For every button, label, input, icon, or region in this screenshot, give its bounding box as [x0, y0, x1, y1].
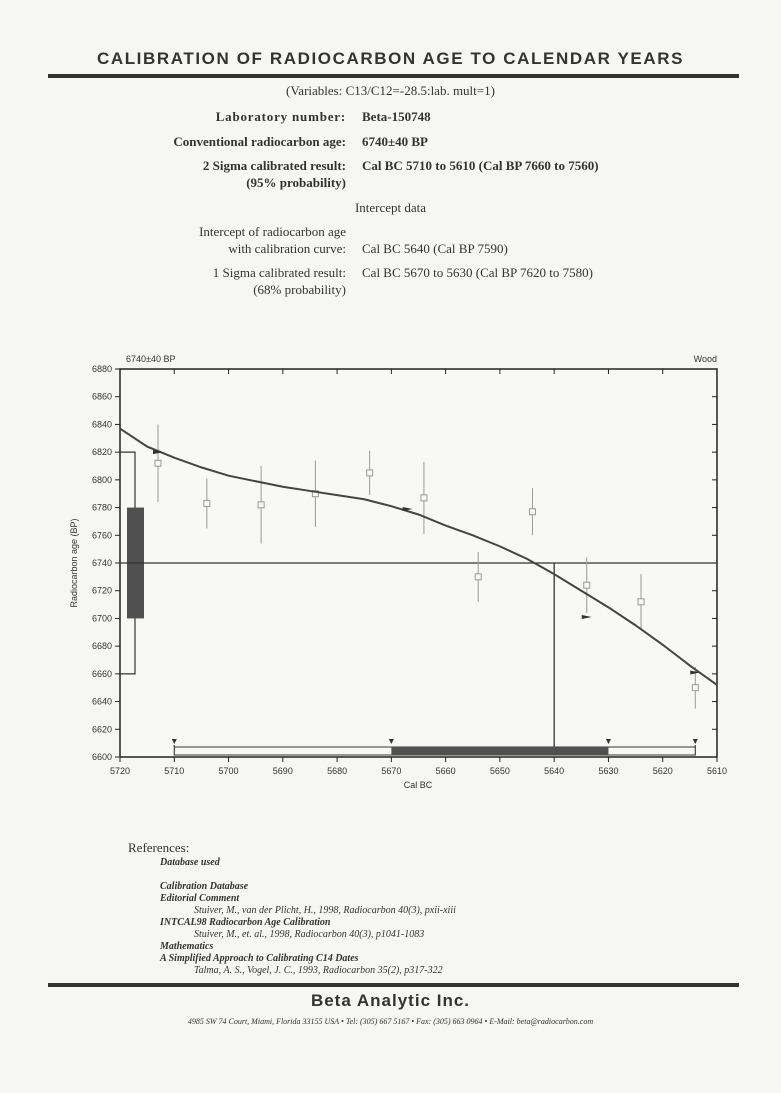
data-point: [638, 599, 644, 605]
x-tick-label: 5660: [435, 766, 456, 776]
chart-top-right-label: Wood: [693, 354, 717, 364]
chart-top-left-label: 6740±40 BP: [126, 354, 176, 364]
references: [128, 840, 456, 977]
sigma1-value: Cal BC 5670 to 5630 (Cal BP 7620 to 7580): [362, 265, 593, 280]
variables-line: (Variables: C13/C12=-28.5:lab. mult=1): [286, 83, 495, 98]
reference-spacer: [128, 869, 456, 881]
intercept-label-2: with calibration curve:: [228, 241, 346, 256]
x-tick-label: 5720: [109, 766, 131, 776]
y-tick-label: 6820: [91, 447, 112, 458]
editorial-reference: Stuiver, M., van der Plicht, H., 1998, Radiocarbon 40(3), pxii-xiii: [194, 905, 456, 916]
sigma2-value: Cal BC 5710 to 5610 (Cal BP 7660 to 7560): [362, 158, 599, 173]
y-tick-label: 6740: [91, 558, 112, 568]
simplified-reference: Talma, A. S., Vogel, J. C., 1993, Radiocarbon 35(2), p317-322: [194, 965, 443, 976]
lab-number-row: [0, 108, 781, 125]
x-tick-label: 5650: [489, 766, 510, 776]
sigma2-label: 2 Sigma calibrated result:: [202, 158, 346, 173]
conventional-age-row: [0, 133, 781, 150]
x-tick-label: 5710: [164, 766, 185, 776]
sigma2-row: [0, 157, 781, 191]
y-tick-label: 6720: [91, 585, 112, 596]
intercept-heading: Intercept data: [354, 200, 427, 215]
intercept-row: [0, 223, 781, 257]
data-point: [692, 685, 698, 691]
y-tick-label: 6780: [91, 502, 112, 513]
data-point: [258, 502, 264, 508]
x-tick-label: 5620: [652, 766, 673, 776]
company-address: 4985 SW 74 Court, Miami, Florida 33155 USA • Tel: (305) 667 5167 • Fax: (305) 663 0964 • E-Mail: beta@radiocarbon.com: [187, 1017, 594, 1026]
conventional-age-value: 6740±40 BP: [362, 134, 428, 149]
x-tick-label: 5610: [706, 766, 728, 776]
sigma1-label: 1 Sigma calibrated result:: [212, 265, 346, 280]
conventional-age-label: Conventional radiocarbon age:: [173, 134, 346, 149]
data-point: [529, 509, 535, 515]
data-point: [204, 500, 210, 506]
y-tick-label: 6660: [91, 668, 112, 679]
y-tick-label: 6620: [91, 724, 112, 735]
lab-number-label: Laboratory number:: [215, 109, 346, 124]
y-tick-label: 6680: [91, 641, 112, 652]
company-name: Beta Analytic Inc.: [310, 991, 471, 1010]
x-tick-label: 5670: [381, 766, 402, 776]
x-axis-label: Cal BC: [403, 780, 433, 790]
y-tick-label: 6600: [91, 752, 112, 762]
top-rule: [48, 74, 739, 78]
intercept-value: Cal BC 5640 (Cal BP 7590): [362, 241, 508, 256]
sigma1-row: [0, 264, 781, 298]
database-used: Database used: [160, 857, 220, 868]
y-tick-label: 6760: [91, 530, 112, 541]
data-point: [584, 582, 590, 588]
data-point: [421, 495, 427, 501]
x-tick-label: 5700: [218, 766, 239, 776]
data-point: [367, 470, 373, 476]
bottom-rule: [48, 983, 739, 987]
y-tick-label: 6840: [91, 419, 112, 430]
intcal-reference: Stuiver, M., et. al., 1998, Radiocarbon 40(3), p1041-1083: [194, 929, 425, 940]
y-tick-label: 6860: [91, 391, 112, 402]
y-tick-label: 6800: [91, 474, 112, 485]
editorial-comment: Editorial Comment: [160, 893, 240, 904]
x-tick-label: 5690: [272, 766, 293, 776]
y-tick-label: 6880: [91, 364, 112, 374]
references-heading: References:: [128, 840, 190, 855]
intercept-label-1: Intercept of radiocarbon age: [199, 224, 346, 239]
data-point: [475, 574, 481, 580]
sigma1-probability: (68% probability): [253, 282, 346, 297]
sigma1-cal-bar: [391, 747, 608, 755]
calibration-chart: [0, 340, 781, 800]
y-tick-label: 6700: [91, 613, 112, 624]
x-tick-label: 5630: [598, 766, 619, 776]
simplified-approach: A Simplified Approach to Calibrating C14 Dates: [160, 953, 359, 964]
x-tick-label: 5640: [544, 766, 565, 776]
y-axis-label: Radiocarbon age (BP): [69, 518, 79, 608]
page-title: CALIBRATION OF RADIOCARBON AGE TO CALENDAR YEARS: [96, 49, 685, 68]
x-tick-label: 5680: [327, 766, 348, 776]
sigma2-probability: (95% probability): [246, 175, 346, 190]
intcal-title: INTCAL98 Radiocarbon Age Calibration: [160, 917, 331, 928]
mathematics: Mathematics: [160, 941, 214, 952]
calibration-database: Calibration Database: [160, 881, 249, 892]
data-point: [155, 460, 161, 466]
lab-number-value: Beta-150748: [362, 109, 431, 124]
y-tick-label: 6640: [91, 696, 112, 707]
